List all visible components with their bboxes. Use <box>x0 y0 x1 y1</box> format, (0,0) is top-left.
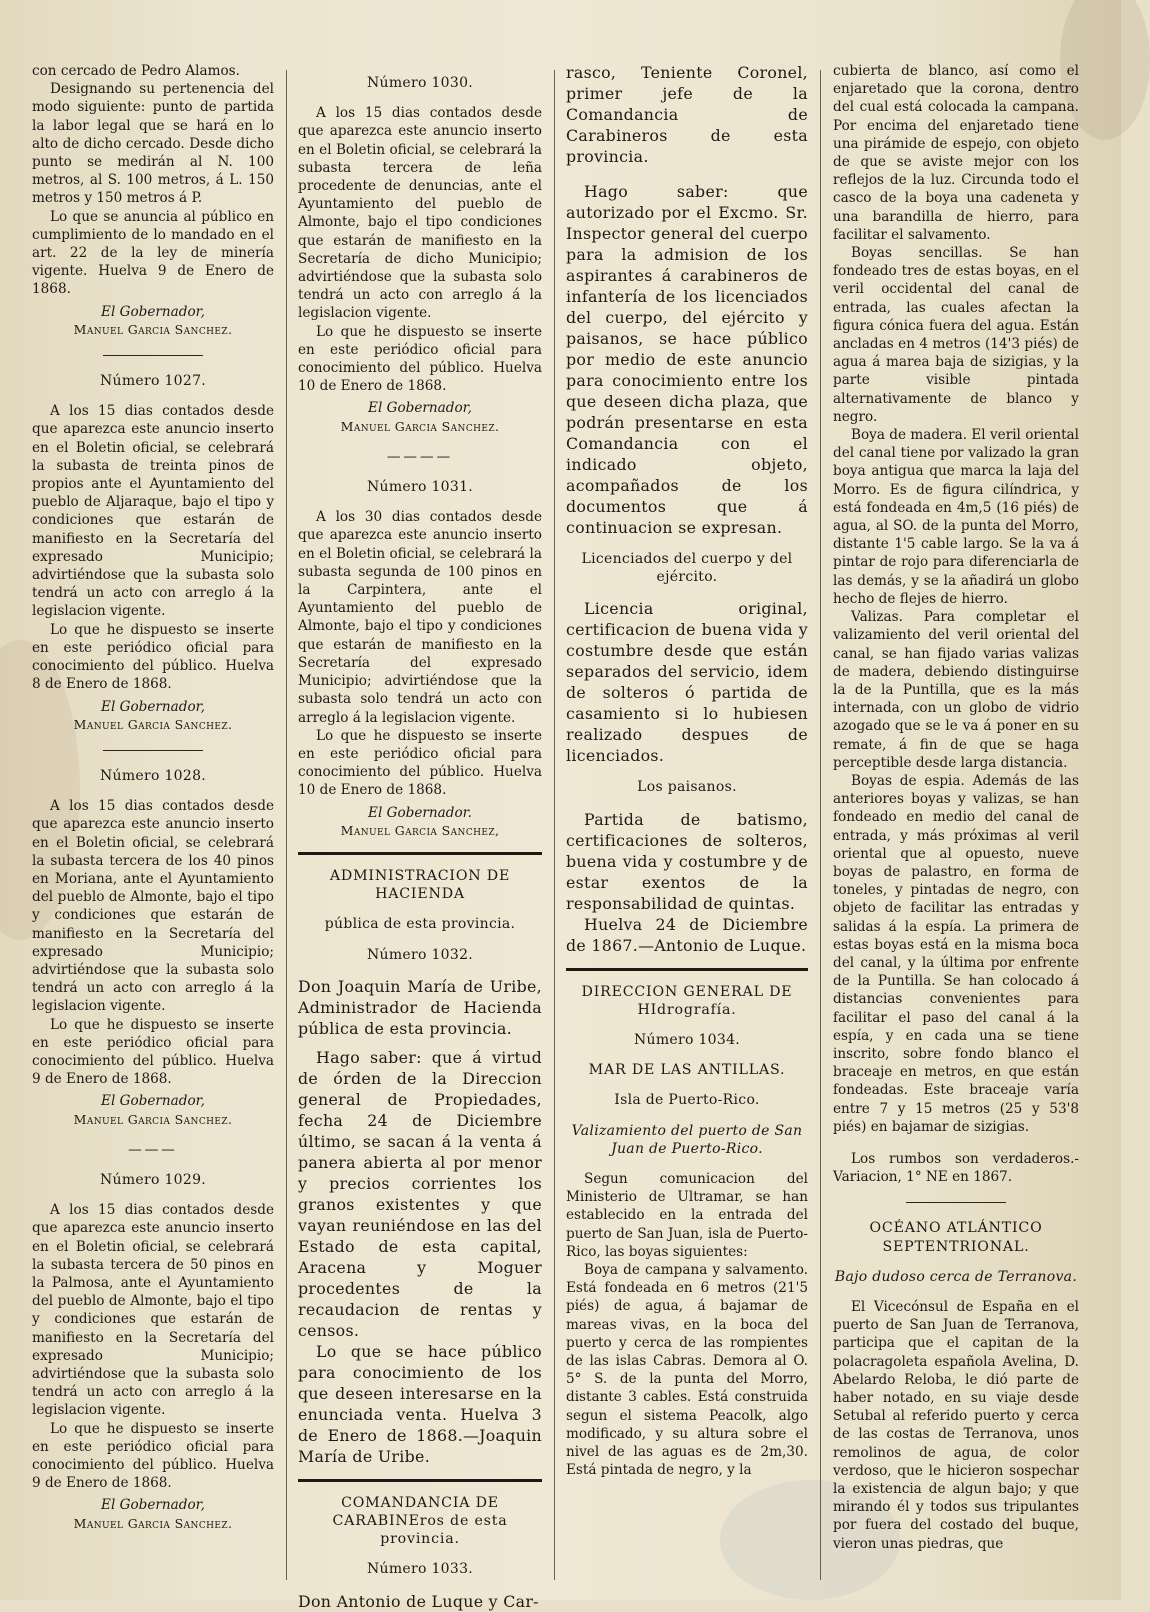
section-title: ADMINISTRACION DE HACIENDA <box>329 867 511 903</box>
spacer <box>298 1039 542 1047</box>
paragraph: Boya de campana y salvamento. Está fondeada en 6 metros (21'5 piés) de agua, á bajamar de mareas vivas, en la boca del puerto y cerca de las rompientes de las islas Cabras. Demora al O. 5° S. de la punta del Morro, distante 3 cables. Está construida segun el sistema Peacolk, algo modificado, y su altura sobre el nivel de las aguas es de 2m,30. Está pintada de negro, y la <box>566 1262 808 1479</box>
paragraph: Licencia original, certificacion de buena vida y costumbre desde que están separados del servicio, idem de solteros ó partida de casamiento si lo hubiesen realizado despues de licenciados. <box>566 599 808 766</box>
section-heading: Número 1028. <box>99 767 207 784</box>
section-rule <box>566 968 808 971</box>
paragraph: cubierta de blanco, así como el enjaretado que la corona, dentro del cual está colocada la campana. Por encima del enjaretado tiene una pirámide de espejo, con objeto de que se aviste mejor con los reflejos de la luz. Circunda todo el casco de la boya una cadeneta y una barandilla de hierro, para facilitar el salvamento. <box>833 63 1079 243</box>
section-subheading: Bajo dudoso cerca de Terranova. <box>834 1268 1078 1285</box>
separator-dashes: ——— <box>128 1141 178 1158</box>
paragraph: con cercado de Pedro Alamos. <box>32 63 240 79</box>
paragraph: A los 15 dias contados desde que aparezca este anuncio inserto en el Boletin oficial, se celebrará la subasta de treinta pinos de propios ante el Ayuntamiento del pueblo de Aljaraque, bajo el tipo y condiciones que estarán de manifiesto en la Secretaría del expresado Municipio; advirtiéndose que la subasta solo tendrá un acto con arreglo á la legislacion vigente. <box>32 403 274 620</box>
signature-title: El Gobernador, <box>101 1497 205 1514</box>
separator-dashes: ———— <box>386 448 454 465</box>
column-4 <box>833 62 1079 1590</box>
notice-heading: Don Joaquin María de Uribe, Administrador de Hacienda pública de esta provincia. <box>298 976 542 1038</box>
signature-name: Manuel Garcia Sanchez. <box>73 1111 233 1127</box>
column-2 <box>298 62 542 1611</box>
section-subheading: Valizamiento del puerto de San Juan de Puerto-Rico. <box>571 1122 803 1157</box>
section-heading: pública de esta provincia. <box>324 916 516 933</box>
section-heading: Isla de Puerto-Rico. <box>614 1092 760 1109</box>
signature-name: Manuel Garcia Sanchez. <box>73 1515 233 1531</box>
paragraph: Designando su pertenencia del modo siguiente: punto de partida la labor legal que se hará en lo alto de dicho cercado. Desde dicho punto se medirán al N. 100 metros, al S. 100 metros, á L. 150 metros y 150 metros á P. <box>32 81 274 207</box>
section-title: MAR DE LAS ANTILLAS. <box>588 1062 786 1079</box>
paragraph: A los 15 dias contados desde que aparezca este anuncio inserto en el Boletin oficial, se celebrará la subasta tercera de leña procedente de denuncias, ante el Ayuntamiento del pueblo de Almonte, bajo el tipo condiciones que estarán de manifiesto en la Secretaría de dicho Municipio; advirtiéndose que la subasta solo tendrá un acto con arreglo á la legislacion vigente. <box>298 105 542 322</box>
column-rule <box>554 70 555 1580</box>
paragraph: El Vicecónsul de España en el puerto de San Juan de Terranova, participa que el capitan de la polacragoleta española Avelina, D. Abelardo Reloba, le dió parte de haber notado, en su viaje desde Setubal al referido puerto y cerca de las costas de Terranova, unos remolinos de agua, de color verdoso, que le hicieron sospechar la existencia de algun bajo; y que mirando él y todos sus tripulantes por fuera del costado del buque, vieron unas piedras, que <box>833 1299 1079 1552</box>
section-rule <box>298 852 542 855</box>
paragraph: Boyas de espia. Además de las anteriores boyas y valizas, se han fondeado en medio del canal de entrada, y más próximas al veril oriental que al opuesto, nueve boyas de palastro, en forma de toneles, y pintadas de negro, con objeto de facilitar las entradas y salidas á la espía. La primera de estas boyas está en la misma boca del canal, y la última por enfrente de la Puntilla. Se han colocado á distancias convenientes para facilitar el paso del canal á la espía, y en cada una se tiene inscrito, sobre fondo blanco el braceaje en metros, en que están fondeadas. Este braceaje varía entre 7 y 15 metros (25 y 53'8 piés) en bajamar de sizigias. <box>833 772 1079 1135</box>
paragraph: Lo que he dispuesto se inserte en este periódico oficial para conocimiento del público. Huelva 8 de Enero de 1868. <box>32 621 274 693</box>
section-heading: Número 1029. <box>99 1171 207 1188</box>
section-rule <box>298 1479 542 1482</box>
paragraph: Lo que he dispuesto se inserte en este periódico oficial para conocimiento del público. Huelva 9 de Enero de 1868. <box>32 1016 274 1088</box>
paragraph: Partida de batismo, certificaciones de solteros, buena vida y costumbre y de estar exentos de la responsabilidad de quintas. <box>566 809 808 913</box>
signature-title: El Gobernador, <box>368 400 472 417</box>
section-heading: Número 1030. <box>366 75 474 91</box>
signature-name: Manuel Garcia Sanchez, <box>340 822 500 838</box>
paragraph: Lo que he dispuesto se inserte en este periódico oficial para conocimiento del público. Huelva 9 de Enero de 1868. <box>32 1420 274 1492</box>
signature-title: El Gobernador, <box>101 698 205 715</box>
paragraph: Valizas. Para completar el valizamiento del veril oriental del canal, se han fijado varias valizas de madera, debiendo distinguirse la de la Puntilla, que es la más internada, con un globo de vidrio azogado que se le va á poner en su remate, á fin de que se haga perceptible desde larga distancia. <box>833 609 1079 771</box>
column-3 <box>566 62 808 1590</box>
paragraph: A los 30 dias contados desde que aparezca este anuncio inserto en el Boletin oficial, se celebrará la subasta segunda de 100 pinos en la Carpintera, ante el Ayuntamiento del pueblo de Almonte, bajo el tipo y condiciones que estarán de manifiesto en la Secretaría del expresado Municipio; advirtiéndose que la subasta solo tendrá un acto con arreglo á la legislacion vigente. <box>298 509 542 726</box>
paragraph: Segun comunicacion del Ministerio de Ultramar, se han establecido en la entrada del puerto de San Juan, isla de Puerto-Rico, las boyas siguientes: <box>566 1171 808 1260</box>
column-1 <box>32 62 274 1590</box>
paragraph: Huelva 24 de Diciembre de 1867.—Antonio de Luque. <box>566 914 808 955</box>
paragraph: A los 15 dias contados desde que aparezca este anuncio inserto en el Boletin oficial, se celebrará la subasta tercera de los 40 pinos en Moriana, ante el Ayuntamiento del pueblo de Almonte, bajo el tipo y condiciones que estarán de manifiesto en la Secretaría del expresado Municipio; advirtiéndose que la subasta solo tendrá un acto con arreglo á la legislacion vigente. <box>32 798 274 1015</box>
notice-heading: rasco, Teniente Coronel, primer jefe de la Comandancia de Carabineros de esta provincia. <box>566 63 808 166</box>
paragraph: Los rumbos son verdaderos.-Variacion, 1° NE en 1867. <box>833 1150 1079 1186</box>
section-heading: Número 1032. <box>366 946 474 963</box>
separator-rule <box>103 750 203 751</box>
signature-title: El Gobernador, <box>101 1093 205 1110</box>
column-rule <box>286 70 287 1580</box>
paragraph: Boya de madera. El veril oriental del canal tiene por valizado la gran boya antigua que marca la laja del Morro. Es de figura cilíndrica, y está fondeada en 4m,5 (16 piés) de agua, al SO. de la punta del Morro, distante 1'5 cable largo. Se la va á pintar de rojo para diferenciarla de las demás, y se la añadirá un globo hecho de flejes de hierro. <box>833 427 1079 607</box>
section-title: OCÉANO ATLÁNTICO SEPTENTRIONAL. <box>869 1220 1043 1255</box>
paragraph: Lo que se anuncia al público en cumplimiento de lo mandado en el art. 22 de la ley de minería vigente. Huelva 9 de Enero de 1868. <box>32 208 274 298</box>
section-heading: Los paisanos. <box>637 779 737 796</box>
section-heading: Número 1033. <box>366 1561 474 1578</box>
separator-rule <box>906 1202 1006 1203</box>
paragraph: Lo que he dispuesto se inserte en este periódico oficial para conocimiento del público. Huelva 10 de Enero de 1868. <box>298 323 542 395</box>
paragraph: Boyas sencillas. Se han fondeado tres de estas boyas, en el veril occidental del canal de entrada, las cuales afectan la figura cónica fuera del agua. Están ancladas en 4 metros (14'3 piés) de agua á marea baja de sizigias, y la parte visible pintada alternativamente de blanco y negro. <box>833 245 1079 425</box>
paragraph: Hago saber: que autorizado por el Excmo. Sr. Inspector general del cuerpo para la admision de los aspirantes á carabineros de infantería de los licenciados del cuerpo, del ejército y paisanos, se hace público por medio de este anuncio para conocimiento entre los que deseen dicha plaza, que podrán presentarse en esta Comandancia con el indicado objeto, acompañados de los documentos que á continuacion se expresan. <box>566 182 808 537</box>
spacer <box>566 167 808 181</box>
signature-title: El Gobernador. <box>368 804 472 821</box>
signature-title: El Gobernador, <box>101 303 205 320</box>
section-heading: Licenciados del cuerpo y del ejército. <box>581 551 793 586</box>
spacer <box>833 1136 1079 1150</box>
column-rule <box>820 70 821 1580</box>
paragraph: Hago saber: que á virtud de órden de la Direccion general de Propiedades, fecha 24 de Diciembre último, se sacan á la venta á panera abierta al por menor y precios corrientes los granos existentes y que vayan reuniéndose en las del Estado de esta capital, Aracena y Moguer procedentes de la recaudacion de rentas y censos. <box>298 1047 542 1340</box>
section-title: DIRECCION GENERAL DE HIdrografía. <box>581 983 793 1018</box>
signature-name: Manuel Garcia Sanchez. <box>73 321 233 337</box>
notice-heading: Don Antonio de Luque y Car- <box>298 1591 539 1611</box>
separator-rule <box>103 355 203 356</box>
section-title: COMANDANCIA DE CARABINEros de esta provincia. <box>332 1494 508 1548</box>
paragraph: Lo que he dispuesto se inserte en este periódico oficial para conocimiento del público. Huelva 10 de Enero de 1868. <box>298 727 542 799</box>
section-heading: Número 1031. <box>366 479 474 496</box>
section-heading: Número 1034. <box>633 1032 741 1049</box>
signature-name: Manuel Garcia Sanchez. <box>340 418 500 434</box>
paragraph: Lo que se hace público para conocimiento de los que deseen interesarse en la enunciada venta. Huelva 3 de Enero de 1868.—Joaquin María de Uribe. <box>298 1341 542 1466</box>
signature-name: Manuel Garcia Sanchez. <box>73 716 233 732</box>
paragraph: A los 15 dias contados desde que aparezca este anuncio inserto en el Boletin oficial, se celebrará la subasta tercera de 50 pinos en la Palmosa, ante el Ayuntamiento del pueblo de Almonte, bajo el tipo y condiciones que estarán de manifiesto en la Secretaría del expresado Municipio; advirtiéndose que la subasta solo tendrá un acto con arreglo á la legislacion vigente. <box>32 1202 274 1419</box>
section-heading: Número 1027. <box>99 373 207 390</box>
